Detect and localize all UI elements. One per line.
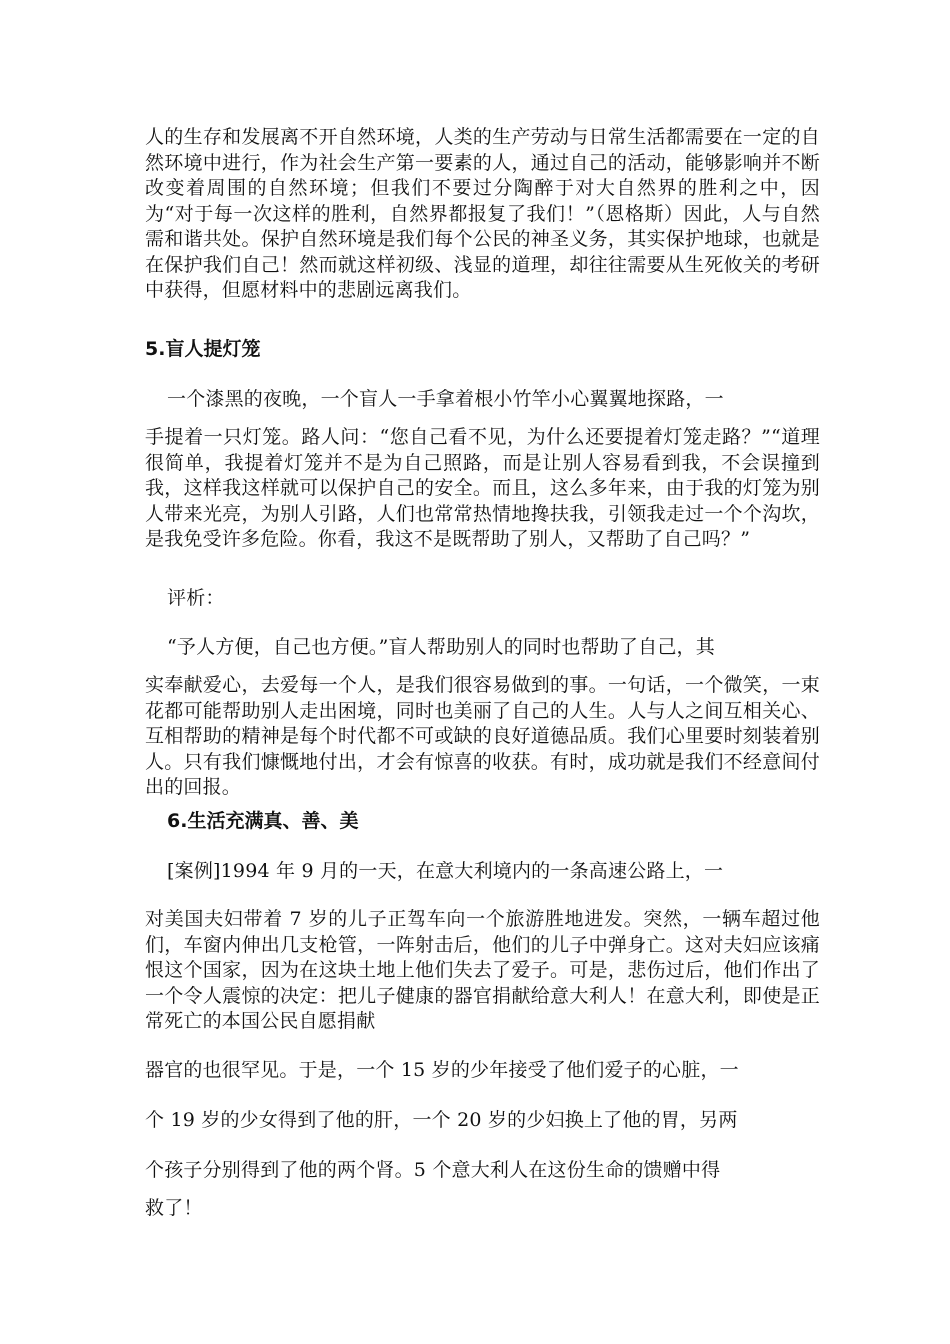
paragraph-case-first-line: [案例]1994 年 9 月的一天，在意大利境内的一条高速公路上，一 [167, 860, 724, 882]
paragraph-analysis: 实奉献爱心，去爱每一个人，是我们很容易做到的事。一句话，一个微笑，一束花都可能帮助别人走出困境，同时也美丽了自己的人生。人与人之间互相关心、互相帮助的精神是每个时代都不可或缺的良好道德品质。我们心里要时刻装着别人。只有我们慷慨地付出，才会有惊喜的收获。有时，成功就是我们不经意间付出的回报。 [145, 674, 820, 798]
paragraph-case: 对美国夫妇带着 7 岁的儿子正驾车向一个旅游胜地进发。突然，一辆车超过他们，车窗内伸出几支枪管，一阵射击后，他们的儿子中弹身亡。这对夫妇应该痛恨这个国家，因为在这块土地上他们失去了爱子。可是，悲伤过后，他们作出了一个令人震惊的决定：把儿子健康的器官捐献给意大利人！在意大利，即使是正常死亡的本国公民自愿捐献 [145, 908, 820, 1032]
paragraph-case-line-8: 个 19 岁的少女得到了他的肝，一个 20 岁的少妇换上了他的胃，另两 [145, 1109, 738, 1131]
heading-section-5: 5.盲人提灯笼 [145, 338, 261, 360]
paragraph-blind-man-first-line: 一个漆黑的夜晚，一个盲人一手拿着根小竹竿小心翼翼地探路，一 [167, 388, 724, 410]
paragraph-blind-man: 手提着一只灯笼。路人问：“您自己看不见，为什么还要提着灯笼走路？”“道理很简单，我提着灯笼并不是为自己照路，而是让别人容易看到我，不会误撞到我，这样我这样就可以保护自己的安全。而且，这么多年来，由于我的灯笼为别人带来光亮，为别人引路，人们也常常热情地搀扶我，引领我走过一个个沟坎，是我免受许多危险。你看，我这不是既帮助了别人，又帮助了自己吗？” [145, 426, 820, 550]
paragraph-nature: 人的生存和发展离不开自然环境，人类的生产劳动与日常生活都需要在一定的自然环境中进行，作为社会生产第一要素的人，通过自己的活动，能够影响并不断改变着周围的自然环境；但我们不要过分陶醉于对大自然界的胜利之中，因为“对于每一次这样的胜利，自然界都报复了我们！”（恩格斯）因此，人与自然需和谐共处。保护自然环境是我们每个公民的神圣义务，其实保护地球，也就是在保护我们自己！然而就这样初级、浅显的道理，却往往需要从生死攸关的考研中获得，但愿材料中的悲剧远离我们。 [145, 126, 820, 301]
analysis-label: 评析： [167, 587, 225, 609]
paragraph-analysis-first-line: “予人方便，自己也方便。”盲人帮助别人的同时也帮助了自己，其 [167, 636, 715, 658]
paragraph-case-line-9: 个孩子分别得到了他的两个肾。5 个意大利人在这份生命的馈赠中得 [145, 1159, 721, 1181]
paragraph-case-line-10: 救了！ [145, 1197, 203, 1219]
paragraph-case-line-7: 器官的也很罕见。于是，一个 15 岁的少年接受了他们爱子的心脏，一 [145, 1059, 739, 1081]
heading-section-6: 6.生活充满真、善、美 [167, 810, 359, 832]
